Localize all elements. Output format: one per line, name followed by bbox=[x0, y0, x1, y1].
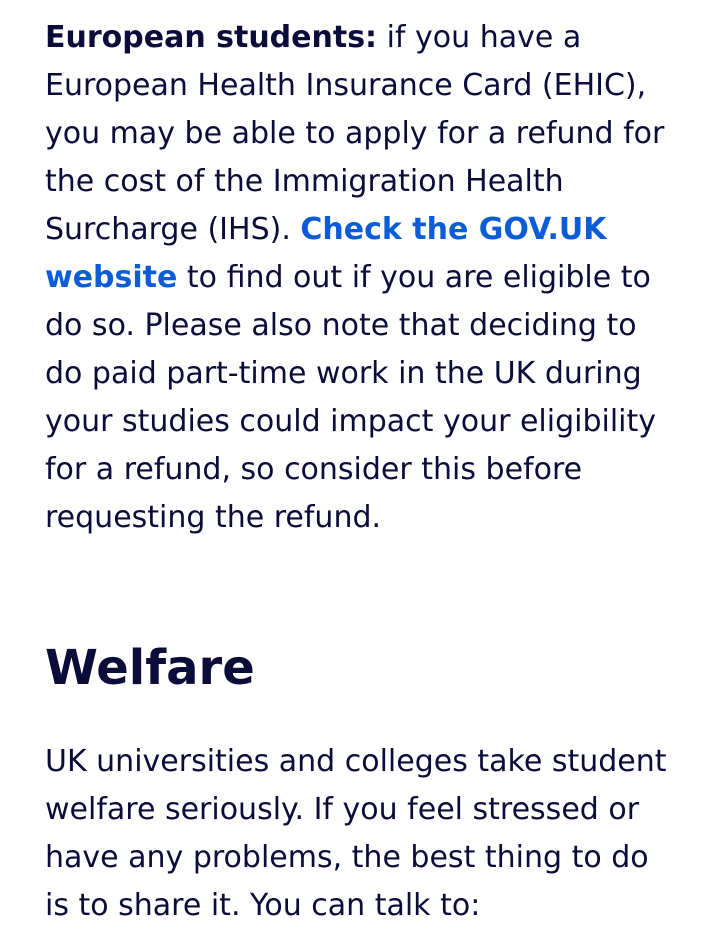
welfare-paragraph: UK universities and colleges take student welfare seriously. If you feel stressed or have any problems, the best thing to do is to share it. You can talk to: bbox=[45, 744, 667, 923]
european-students-text-1: if you have a European Health Insurance Card (EHIC), you may be able to apply for a refund for the cost of the Immigration Health Surcharge (IHS). bbox=[45, 20, 665, 247]
european-students-text-2: to find out if you are eligible to do so. Please also note that deciding to do paid part-time work in the UK during your studies could impact your eligibility for a refund, so consider this before requesting the refund. bbox=[45, 260, 657, 535]
european-students-paragraph bbox=[45, 14, 668, 542]
european-students-lead: European students: bbox=[45, 20, 378, 55]
govuk-website-link[interactable]: Check the GOV.UK website bbox=[45, 212, 607, 295]
welfare-heading: Welfare bbox=[45, 640, 255, 696]
